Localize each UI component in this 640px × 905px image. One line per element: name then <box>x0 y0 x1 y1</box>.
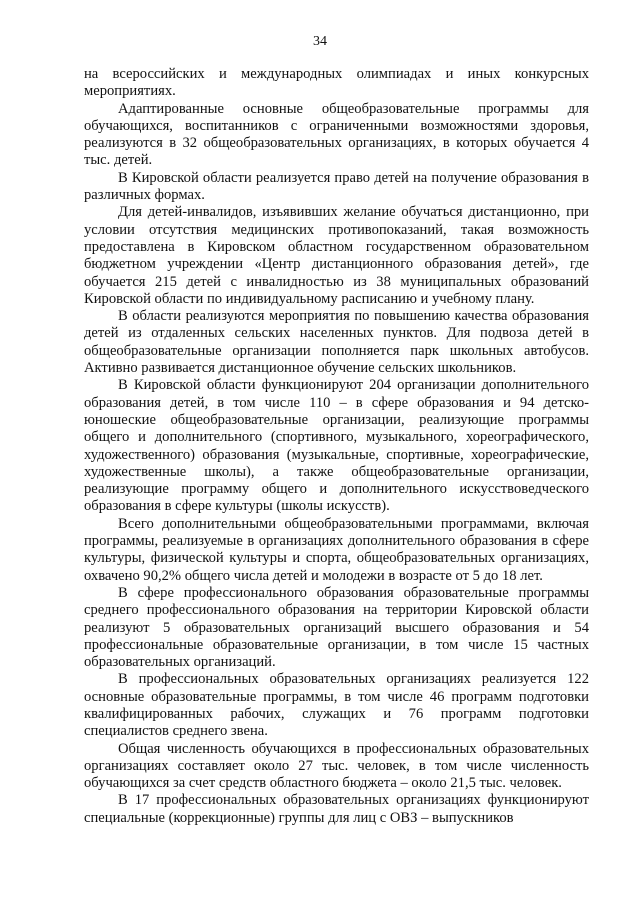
paragraph: В области реализуются мероприятия по повышению качества образования детей из отдаленных сельских населенных пунктов. Для подвоза детей в общеобразовательные организации пополняется парк школьных автобусов. Активно развивается дистанционное обучение сельских школьников. <box>84 308 589 377</box>
paragraph: В Кировской области функционируют 204 организации дополнительного образования детей, в том числе 110 – в сфере образования и 94 детско-юношеские общеобразовательные организации, реализующие программы общего и дополнительного (спортивного, музыкального, хореографического, художественного) образования (музыкальные, спортивные, хореографические, художественные школы), а также общеобразовательные организации, реализующие программу общего и дополнительного искусствоведческого образования в сфере культуры (школы искусств). <box>84 377 589 515</box>
document-body <box>84 66 589 827</box>
page-number: 34 <box>313 34 327 49</box>
paragraph: Адаптированные основные общеобразовательные программы для обучающихся, воспитанников с ограниченными возможностями здоровья, реализуются в 32 общеобразовательных организациях, в которых обучается 4 тыс. детей. <box>84 100 589 169</box>
paragraph: Для детей-инвалидов, изъявивших желание обучаться дистанционно, при условии отсутствия медицинских противопоказаний, такая возможность предоставлена в Кировском областном государственном образовательном бюджетном учреждении «Центр дистанционного образования детей», где обучается 215 детей с инвалидностью из 38 муниципальных образований Кировской области по индивидуальному расписанию и учебному плану. <box>84 204 589 307</box>
paragraph: Всего дополнительными общеобразовательными программами, включая программы, реализуемые в организациях дополнительного образования в сфере культуры, физической культуры и спорта, общеобразовательных организациях, охвачено 90,2% общего числа детей и молодежи в возрасте от 5 до 18 лет. <box>84 515 589 584</box>
paragraph: В сфере профессионального образования образовательные программы среднего профессионального образования на территории Кировской области реализуют 5 образовательных организаций высшего образования и 54 профессиональные образовательные организации, в том числе 15 частных образовательных организаций. <box>84 584 589 671</box>
paragraph: В профессиональных образовательных организациях реализуется 122 основные образовательные программы, в том числе 46 программ подготовки квалифицированных рабочих, служащих и 76 программ подготовки специалистов среднего звена. <box>84 671 589 740</box>
paragraph: В 17 профессиональных образовательных организациях функционируют специальные (коррекционные) группы для лиц с ОВЗ – выпускников <box>84 792 589 826</box>
paragraph: В Кировской области реализуется право детей на получение образования в различных формах. <box>84 169 589 204</box>
paragraph: Общая численность обучающихся в профессиональных образовательных организациях составляет около 27 тыс. человек, в том числе численность обучающихся за счет средств областного бюджета – около 21,5 тыс. человек. <box>84 740 589 792</box>
paragraph: на всероссийских и международных олимпиадах и иных конкурсных мероприятиях. <box>84 66 589 100</box>
